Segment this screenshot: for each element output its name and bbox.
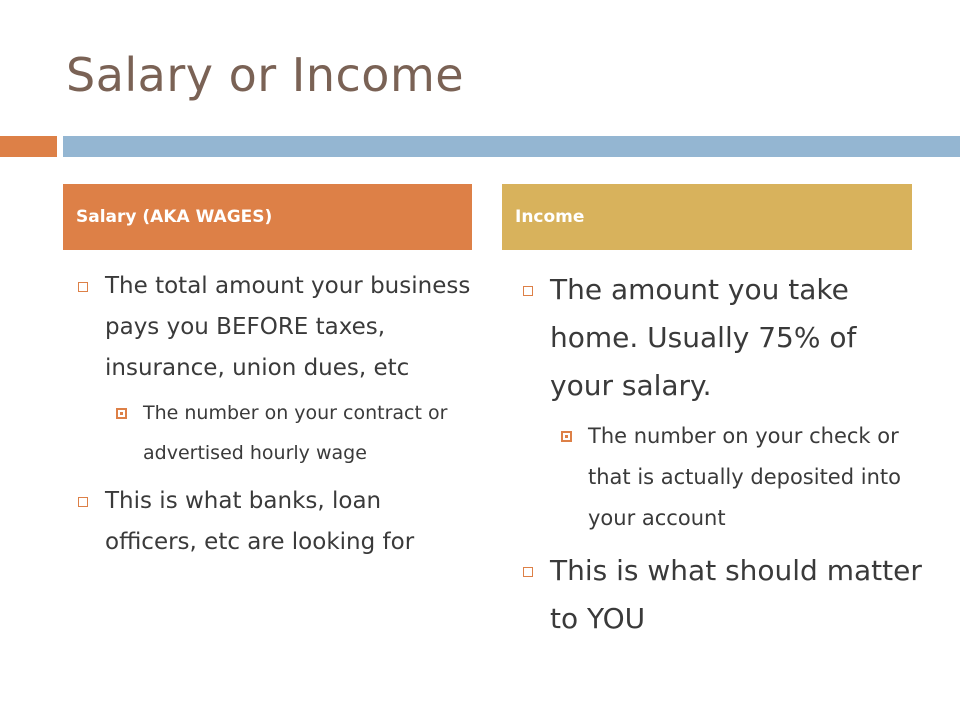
salary-header xyxy=(63,184,472,250)
salary-bullet-2-text: This is what banks, loan officers, etc are looking for xyxy=(105,488,415,555)
income-bullet-1-text: The amount you take home. Usually 75% of your salary. xyxy=(550,273,857,402)
square-bullet-icon xyxy=(523,567,533,577)
salary-header-label: Salary (AKA WAGES) xyxy=(76,207,273,227)
income-column xyxy=(515,266,925,643)
square-bullet-icon xyxy=(523,286,533,296)
income-sub-bullet-text: The number on your check or that is actually deposited into your account xyxy=(588,424,901,530)
filled-square-bullet-icon xyxy=(116,408,127,419)
income-bullet-2-text: This is what should matter to YOU xyxy=(550,554,922,635)
square-bullet-icon xyxy=(78,497,88,507)
income-header-label: Income xyxy=(515,207,585,227)
income-bullet-2 xyxy=(515,547,925,643)
salary-bullet-2 xyxy=(70,481,475,563)
income-sub-bullet xyxy=(515,416,925,539)
accent-bar-orange xyxy=(0,136,57,157)
income-bullet-1 xyxy=(515,266,925,410)
square-bullet-icon xyxy=(78,282,88,292)
income-header xyxy=(502,184,912,250)
salary-sub-bullet xyxy=(70,393,475,473)
salary-bullet-1-text: The total amount your business pays you BEFORE taxes, insurance, union dues, etc xyxy=(105,273,471,381)
slide-title: Salary or Income xyxy=(66,48,465,102)
salary-bullet-1 xyxy=(70,266,475,389)
filled-square-bullet-icon xyxy=(561,431,572,442)
salary-column xyxy=(70,266,475,563)
salary-sub-bullet-text: The number on your contract or advertised hourly wage xyxy=(143,402,448,464)
accent-bar-blue xyxy=(63,136,960,157)
